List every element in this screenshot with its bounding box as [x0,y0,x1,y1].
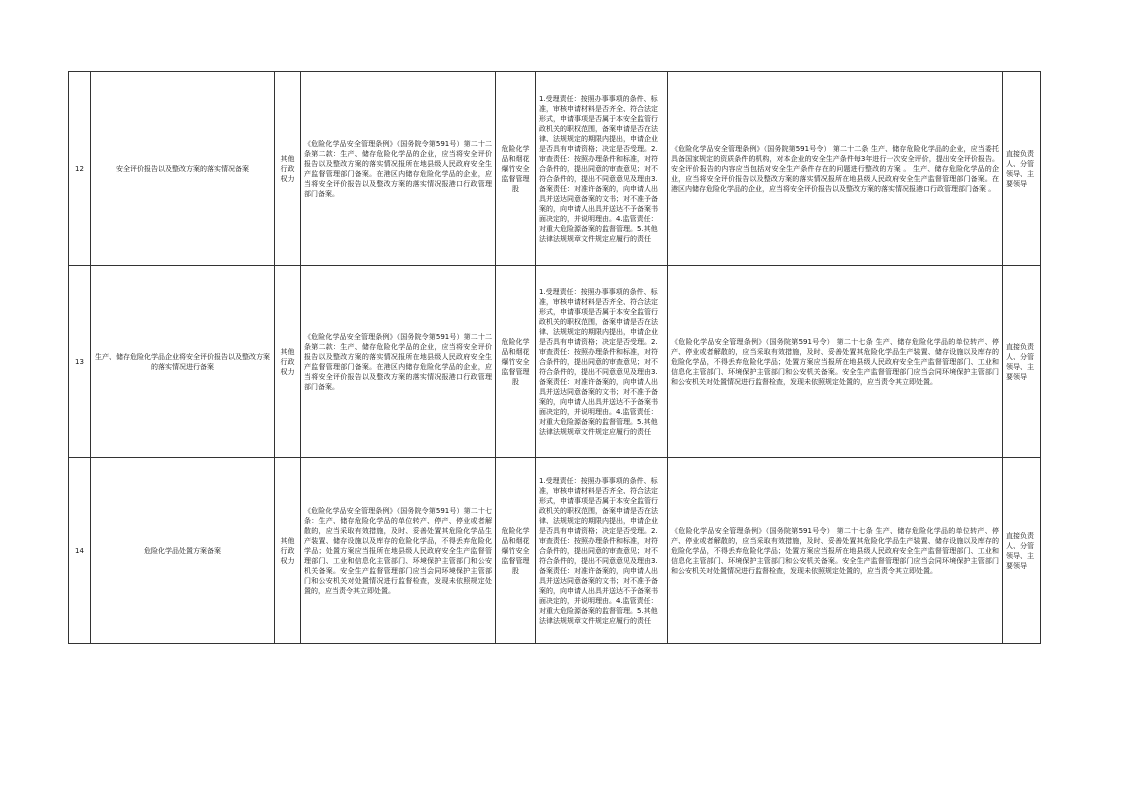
power-type: 其他行政权力 [275,72,301,266]
legal-basis: 《危险化学品安全管理条例》（国务院令第591号）第二十二条第二款：生产、储存危险化学品的企业，应当将安全评价报告以及整改方案的落实情况报所在地县级人民政府安全生产监督管理部门备案。在港区内储存危险化学品的企业，应当将安全评价报告以及整改方案的落实情况报港口行政管理部门备案。 [301,266,496,458]
accountable-persons: 直接负责人、分管领导、主要领导 [1003,266,1041,458]
power-type: 其他行政权力 [275,458,301,644]
duty-description: 1.受理责任：按照办事事项的条件、标准，审核申请材料是否齐全、符合法定形式，申请事项是否属于本安全监管行政机关的职权范围，备案申请是否在法律、法规规定的期限内提出，申请企业是否具有申请资格；决定是否受理。2.审查责任：按照办理条件和标准，对符合条件的，提出同意的审查意见；对不符合条件的，提出不同意意见及理由3.备案责任：对准许备案的，向申请人出具并送达同意备案的文书；对不准予备案的，向申请人出具并送达不予备案书面决定的，并说明理由。4.监管责任：对重大危险源备案的监督管理。5.其他法律法规规章文件规定应履行的责任 [536,72,668,266]
responsible-department: 危险化学品和烟花爆竹安全监督管理股 [496,266,536,458]
legal-basis: 《危险化学品安全管理条例》（国务院令第591号）第二十七条：生产、储存危险化学品的单位转产、停产、停业或者解散的，应当采取有效措施，及时、妥善处置其危险化学品生产装置、储存设施以及库存的危险化学品，不得丢弃危险化学品；处置方案应当报所在地县级人民政府安全生产监督管理部门、工业和信息化主管部门、环境保护主管部门和公安机关备案。安全生产监督管理部门应当会同环境保护主管部门和公安机关对处置情况进行监督检查，发现未依照规定处置的，应当责令其立即处置。 [301,458,496,644]
accountable-persons: 直接负责人、分管领导、主要领导 [1003,72,1041,266]
table-row [69,72,1041,266]
responsible-department: 危险化学品和烟花爆竹安全监督管理股 [496,72,536,266]
regulation-text: 《危险化学品安全管理条例》（国务院第591号令） 第二十二条 生产、储存危险化学品的企业，应当委托具备国家规定的资质条件的机构，对本企业的安全生产条件每3年进行一次安全评价，提出安全评价报告。安全评价报告的内容应当包括对安全生产条件存在的问题进行整改的方案 。 生产、储存危险化学品的企业，应当将安全评价报告以及整改方案的落实情况报所在地县级人民政府安全生产监督管理部门备案。在港区内储存危险化学品的企业，应当将安全评价报告以及整改方案的落实情况报港口行政管理部门备案 。 [668,72,1003,266]
item-name: 生产、储存危险化学品企业将安全评价报告以及整改方案的落实情况进行备案 [91,266,275,458]
responsible-department: 危险化学品和烟花爆竹安全监督管理股 [496,458,536,644]
item-name: 危险化学品处置方案备案 [91,458,275,644]
regulation-text: 《危险化学品安全管理条例》（国务院第591号令） 第二十七条 生产、储存危险化学品的单位转产、停产、停业或者解散的，应当采取有效措施，及时、妥善处置其危险化学品生产装置、储存设施以及库存的危险化学品，不得丢弃危险化学品；处置方案应当报所在地县级人民政府安全生产监督管理部门、工业和信息化主管部门、环境保护主管部门和公安机关备案。安全生产监督管理部门应当会同环境保护主管部门和公安机关对处置情况进行监督检查，发现未依照规定处置的，应当责令其立即处置。 [668,458,1003,644]
item-name: 安全评价报告以及整改方案的落实情况备案 [91,72,275,266]
row-number: 13 [69,266,91,458]
accountable-persons: 直接负责人、分管领导、主要领导 [1003,458,1041,644]
power-list-table [68,71,1041,644]
power-type: 其他行政权力 [275,266,301,458]
row-number: 12 [69,72,91,266]
row-number: 14 [69,458,91,644]
regulation-text: 《危险化学品安全管理条例》（国务院第591号令） 第二十七条 生产、储存危险化学品的单位转产、停产、停业或者解散的，应当采取有效措施，及时、妥善处置其危险化学品生产装置、储存设施以及库存的危险化学品，不得丢弃危险化学品；处置方案应当报所在地县级人民政府安全生产监督管理部门、工业和信息化主管部门、环境保护主管部门和公安机关备案。安全生产监督管理部门应当会同环境保护主管部门和公安机关对处置情况进行监督检查，发现未依照规定处置的，应当责令其立即处置。 [668,266,1003,458]
legal-basis: 《危险化学品安全管理条例》（国务院令第591号）第二十二条第二款：生产、储存危险化学品的企业，应当将安全评价报告以及整改方案的落实情况报所在地县级人民政府安全生产监督管理部门备案。在港区内储存危险化学品的企业，应当将安全评价报告以及整改方案的落实情况报港口行政管理部门备案。 [301,72,496,266]
duty-description: 1.受理责任：按照办事事项的条件、标准，审核申请材料是否齐全、符合法定形式，申请事项是否属于本安全监管行政机关的职权范围，备案申请是否在法律、法规规定的期限内提出，申请企业是否具有申请资格；决定是否受理。2.审查责任：按照办理条件和标准，对符合条件的，提出同意的审查意见；对不符合条件的，提出不同意意见及理由3.备案责任：对准许备案的，向申请人出具并送达同意备案的文书；对不准予备案的，向申请人出具并送达不予备案书面决定的，并说明理由。4.监管责任：对重大危险源备案的监督管理。5.其他法律法规规章文件规定应履行的责任 [536,458,668,644]
table-row [69,266,1041,458]
duty-description: 1.受理责任：按照办事事项的条件、标准，审核申请材料是否齐全、符合法定形式，申请事项是否属于本安全监管行政机关的职权范围，备案申请是否在法律、法规规定的期限内提出，申请企业是否具有申请资格；决定是否受理。2.审查责任：按照办理条件和标准，对符合条件的，提出同意的审查意见；对不符合条件的，提出不同意意见及理由3.备案责任：对准许备案的，向申请人出具并送达同意备案的文书；对不准予备案的，向申请人出具并送达不予备案书面决定的，并说明理由。4.监管责任：对重大危险源备案的监督管理。5.其他法律法规规章文件规定应履行的责任 [536,266,668,458]
table-row [69,458,1041,644]
